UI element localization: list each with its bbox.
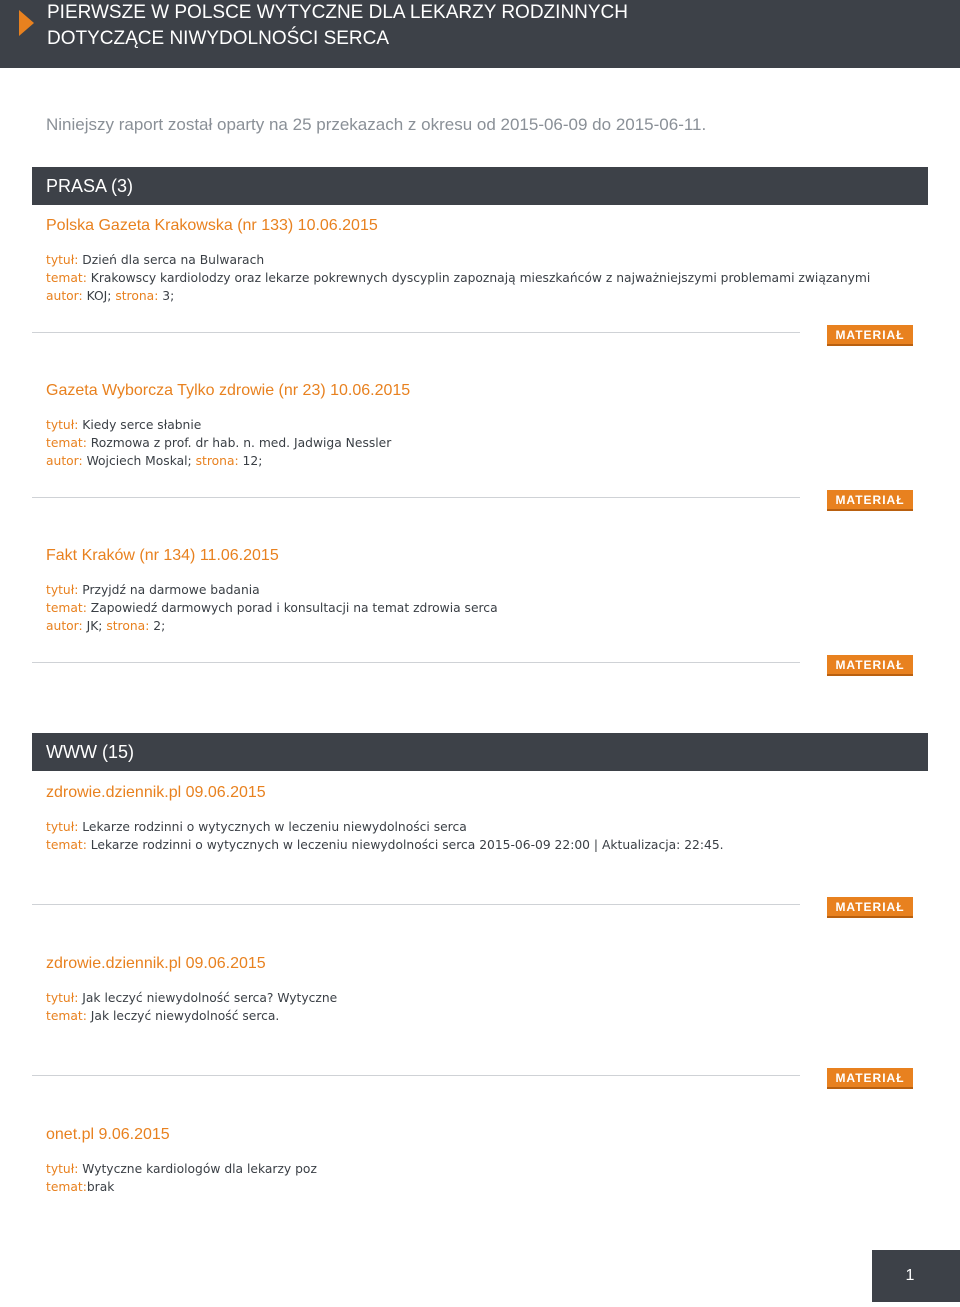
entry-details [46,251,926,305]
entry-details [46,416,926,470]
report-intro: Niniejszy raport został oparty na 25 przekazach z okresu od 2015-06-09 do 2015-06-11. [46,115,707,134]
field-key: tytuł: [46,991,83,1005]
entry-topic-line [46,599,926,617]
separator [32,662,800,663]
field-key: strona: [115,289,163,303]
field-value: Jak leczyć niewydolność serca? Wytyczne [82,991,338,1005]
entry-source: zdrowie.dziennik.pl 09.06.2015 [46,784,266,801]
field-key: autor: [46,454,87,468]
entry-details [46,581,926,635]
material-button[interactable]: MATERIAŁ [827,897,913,918]
entry-title-line [46,989,926,1007]
field-key: temat: [46,436,91,450]
field-value: JK; [86,619,107,633]
section-bar-prasa [32,167,928,205]
entry-source: onet.pl 9.06.2015 [46,1126,170,1143]
entry-2 [46,546,926,635]
entry-title-line [46,251,926,269]
field-key: strona: [106,619,154,633]
field-value: Jak leczyć niewydolność serca. [90,1009,280,1023]
separator [32,497,800,498]
material-button[interactable]: MATERIAŁ [827,490,913,511]
entry-topic-line [46,434,926,452]
separator [32,904,800,905]
field-key: temat: [46,1180,87,1194]
report-title [47,0,927,52]
page-number-box [872,1250,960,1302]
entry-3 [46,783,926,854]
material-button[interactable]: MATERIAŁ [827,1068,913,1089]
separator [32,332,800,333]
entry-0 [46,216,926,305]
entry-author-line [46,287,926,305]
field-key: tytuł: [46,1162,83,1176]
field-value: Krakowscy kardiolodzy oraz lekarze pokrewnych dyscyplin zapoznają mieszkańców z najważniejszymi problemami związanymi [90,271,871,285]
entry-details [46,1160,926,1196]
entry-5 [46,1125,926,1196]
section-label: PRASA (3) [46,176,134,196]
entry-details [46,818,926,854]
entry-source: Polska Gazeta Krakowska (nr 133) 10.06.2015 [46,217,378,234]
field-value: Kiedy serce słabnie [82,418,202,432]
field-key: temat: [46,271,91,285]
entry-title-line [46,416,926,434]
field-key: tytuł: [46,583,83,597]
field-key: tytuł: [46,253,83,267]
entry-title-line [46,818,926,836]
entry-title-line [46,581,926,599]
field-key: autor: [46,619,87,633]
field-value: Zapowiedź darmowych porad i konsultacji na temat zdrowia serca [90,601,498,615]
material-button[interactable]: MATERIAŁ [827,655,913,676]
entry-details [46,989,926,1025]
section-bar-www [32,733,928,771]
entry-4 [46,954,926,1025]
material-button[interactable]: MATERIAŁ [827,325,913,346]
field-key: temat: [46,838,91,852]
field-value: Lekarze rodzinni o wytycznych w leczeniu niewydolności serca 2015-06-09 22:00 | Aktualizacja: 22:45. [90,838,724,852]
entry-author-line [46,452,926,470]
entry-topic-line [46,269,926,287]
field-value: 3; [162,289,175,303]
field-key: strona: [195,454,243,468]
field-key: temat: [46,1009,91,1023]
field-value: Dzień dla serca na Bulwarach [82,253,265,267]
field-value: brak [86,1180,115,1194]
field-value: KOJ; [86,289,116,303]
entry-author-line [46,617,926,635]
field-value: Wojciech Moskal; [86,454,196,468]
section-label: WWW (15) [46,742,134,762]
report-title-line2: DOTYCZĄCE NIWYDOLNOŚCI SERCA [47,28,390,49]
field-key: tytuł: [46,820,83,834]
field-value: Wytyczne kardiologów dla lekarzy poz [82,1162,317,1176]
report-title-line1: PIERWSZE W POLSCE WYTYCZNE DLA LEKARZY RODZINNYCH [47,2,629,23]
entry-source: zdrowie.dziennik.pl 09.06.2015 [46,955,266,972]
field-value: 2; [153,619,166,633]
field-value: 12; [242,454,263,468]
page-number: 1 [905,1267,915,1284]
entry-topic-line [46,836,926,854]
entry-source: Fakt Kraków (nr 134) 11.06.2015 [46,547,279,564]
separator [32,1075,800,1076]
field-key: temat: [46,601,91,615]
entry-topic-line [46,1178,926,1196]
entry-title-line [46,1160,926,1178]
field-value: Rozmowa z prof. dr hab. n. med. Jadwiga Nessler [90,436,392,450]
entry-source: Gazeta Wyborcza Tylko zdrowie (nr 23) 10.06.2015 [46,382,411,399]
field-key: tytuł: [46,418,83,432]
play-arrow-icon [19,10,34,36]
entry-1 [46,381,926,470]
report-header [0,0,960,68]
field-value: Przyjdź na darmowe badania [82,583,260,597]
field-key: autor: [46,289,87,303]
entry-topic-line [46,1007,926,1025]
field-value: Lekarze rodzinni o wytycznych w leczeniu niewydolności serca [82,820,467,834]
